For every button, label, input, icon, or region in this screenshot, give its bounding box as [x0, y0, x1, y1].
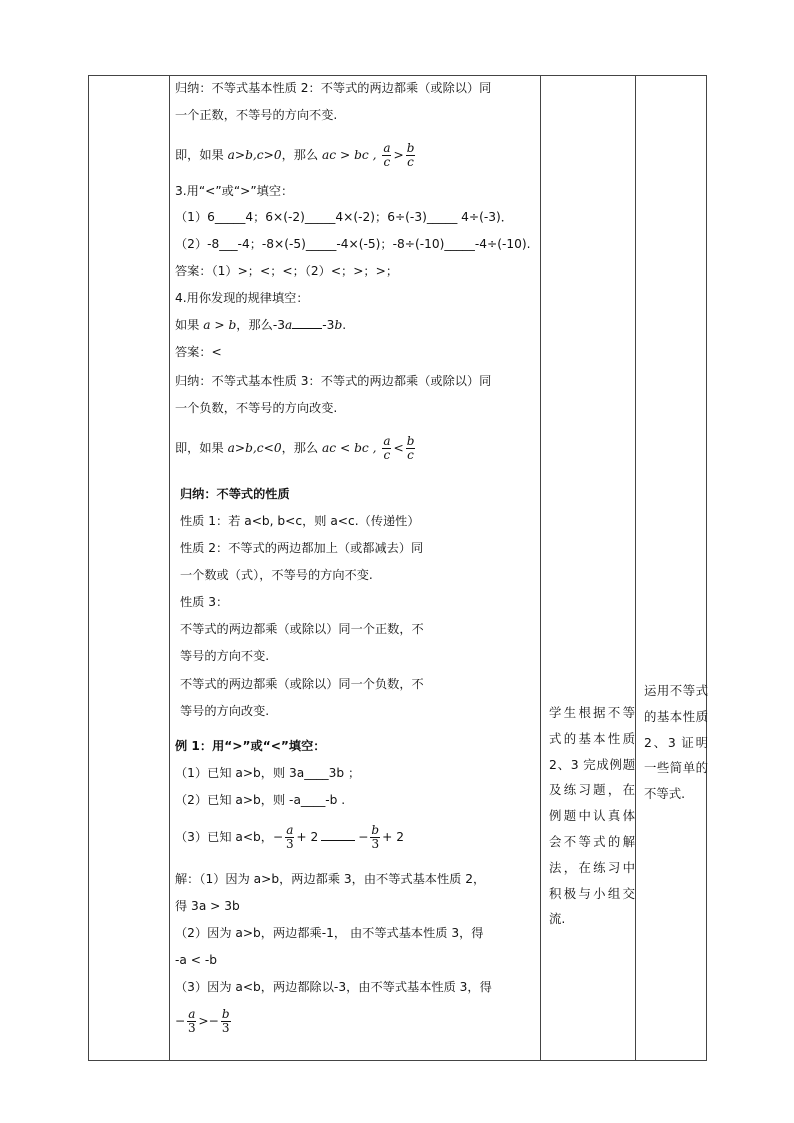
question-4-title: 4.用你发现的规律填空：: [175, 291, 309, 305]
properties-summary-title: 归纳：不等式的性质: [180, 487, 290, 501]
solution-1-line1: 解：（1）因为 a>b，两边都乘 3，由不等式基本性质 2，: [175, 872, 486, 886]
property-2-line1: 性质 2：不等式的两边都加上（或都减去）同: [180, 541, 424, 555]
design-intent-text: 运用不等式的基本性质 2、3 证明一些简单的不等式.: [644, 683, 708, 802]
fraction-b-over-3: $\frac{b}{3}$: [371, 823, 380, 851]
fraction-a-over-c: $\frac{a}{c}$: [383, 141, 391, 169]
property-2-formula: [175, 136, 417, 174]
formula-condition: a>b,c>0: [227, 148, 282, 162]
fraction-a-over-3: $\frac{a}{3}$: [285, 823, 294, 851]
property-3-formula: 即，如果 a>b,c<0，那么 ac < bc , $\frac{a}{c}$ < $\frac{b}{c}$: [175, 434, 415, 462]
property-3a-line1: 不等式的两边都乘（或除以）同一个正数，不: [180, 622, 424, 636]
teaching-content-cell: [170, 76, 540, 1060]
summary-property-3-line2: 一个负数，不等号的方向改变.: [175, 401, 338, 415]
column-divider: [540, 76, 541, 1060]
question-3-title: 3.用“<”或“>”填空：: [175, 184, 294, 198]
property-3b-line2: 等号的方向改变.: [180, 704, 270, 718]
property-3a-line2: 等号的方向不变.: [180, 649, 270, 663]
question-3-answer: 答案：（1）>；<；<；（2）<；>；>；: [175, 264, 399, 278]
student-activity-text: 学生根据不等式的基本性质 2、3 完成例题及练习题，在例题中认真体会不等式的解法，在练习中积极与小组交流.: [549, 705, 635, 927]
fraction-b-over-c: $\frac{b}{c}$: [406, 434, 415, 462]
solution-2-line1: （2）因为 a>b，两边都乘-1， 由不等式基本性质 3，得: [175, 926, 484, 940]
question-4-body: 如果 a > b，那么-3a -3b.: [175, 318, 347, 332]
column-divider: [635, 76, 636, 1060]
fraction-a-over-3: $\frac{a}{3}$: [187, 1007, 196, 1035]
property-3b-line1: 不等式的两边都乘（或除以）同一个负数，不: [180, 677, 424, 691]
example-1-part2: （2）已知 a>b，则 -a____-b .: [175, 793, 346, 807]
formula-then: ，那么: [281, 148, 323, 162]
greater-sign: >: [393, 148, 404, 162]
property-3-label: 性质 3：: [180, 595, 229, 609]
summary-property-2-line1: 归纳：不等式基本性质 2：不等式的两边都乘（或除以）同: [175, 81, 492, 95]
question-4-answer: 答案：<: [175, 345, 222, 359]
property-2-line2: 一个数或（式），不等号的方向不变.: [180, 568, 373, 582]
summary-property-3-line1: 归纳：不等式基本性质 3：不等式的两边都乘（或除以）同: [175, 374, 492, 388]
answer-blank: [321, 829, 355, 841]
summary-property-2-line2: 一个正数，不等号的方向不变.: [175, 108, 338, 122]
example-1-part1: （1）已知 a>b，则 3a____3b ；: [175, 766, 361, 780]
solution-2-line2: -a < -b: [175, 953, 217, 967]
question-3-part2: （2）-8___-4；-8×(-5)_____-4×(-5)；-8÷(-10)_____-4÷(-10).: [175, 237, 531, 251]
fraction-a-over-c: $\frac{a}{c}$: [383, 434, 391, 462]
less-sign: <: [393, 441, 404, 455]
design-intent-cell: [644, 76, 708, 1060]
lesson-table: [88, 75, 707, 1061]
solution-1-line2: 得 3a > 3b: [175, 899, 240, 913]
fraction-b-over-3: $\frac{b}{3}$: [221, 1007, 230, 1035]
student-activity-cell: [549, 76, 635, 1060]
answer-blank: [292, 317, 322, 329]
fraction-b-over-c: $\frac{b}{c}$: [406, 141, 415, 169]
formula-product: ac > bc ,: [322, 148, 377, 162]
example-1-part3: （3）已知 a<b，− $\frac{a}{3}$ + 2 − $\frac{b}{3}$ + 2: [175, 823, 404, 851]
solution-3-result: − $\frac{a}{3}$ >− $\frac{b}{3}$: [175, 1007, 230, 1035]
question-3-part1: （1）6_____4；6×(-2)_____4×(-2)；6÷(-3)_____ 4÷(-3)．: [175, 210, 513, 224]
example-1-title: 例 1：用“>”或“<”填空：: [175, 739, 326, 753]
formula-prefix: 即，如果: [175, 148, 228, 162]
property-1: 性质 1：若 a<b, b<c，则 a<c.（传递性）: [180, 514, 420, 528]
solution-3-line1: （3）因为 a<b，两边都除以-3，由不等式基本性质 3，得: [175, 980, 492, 994]
